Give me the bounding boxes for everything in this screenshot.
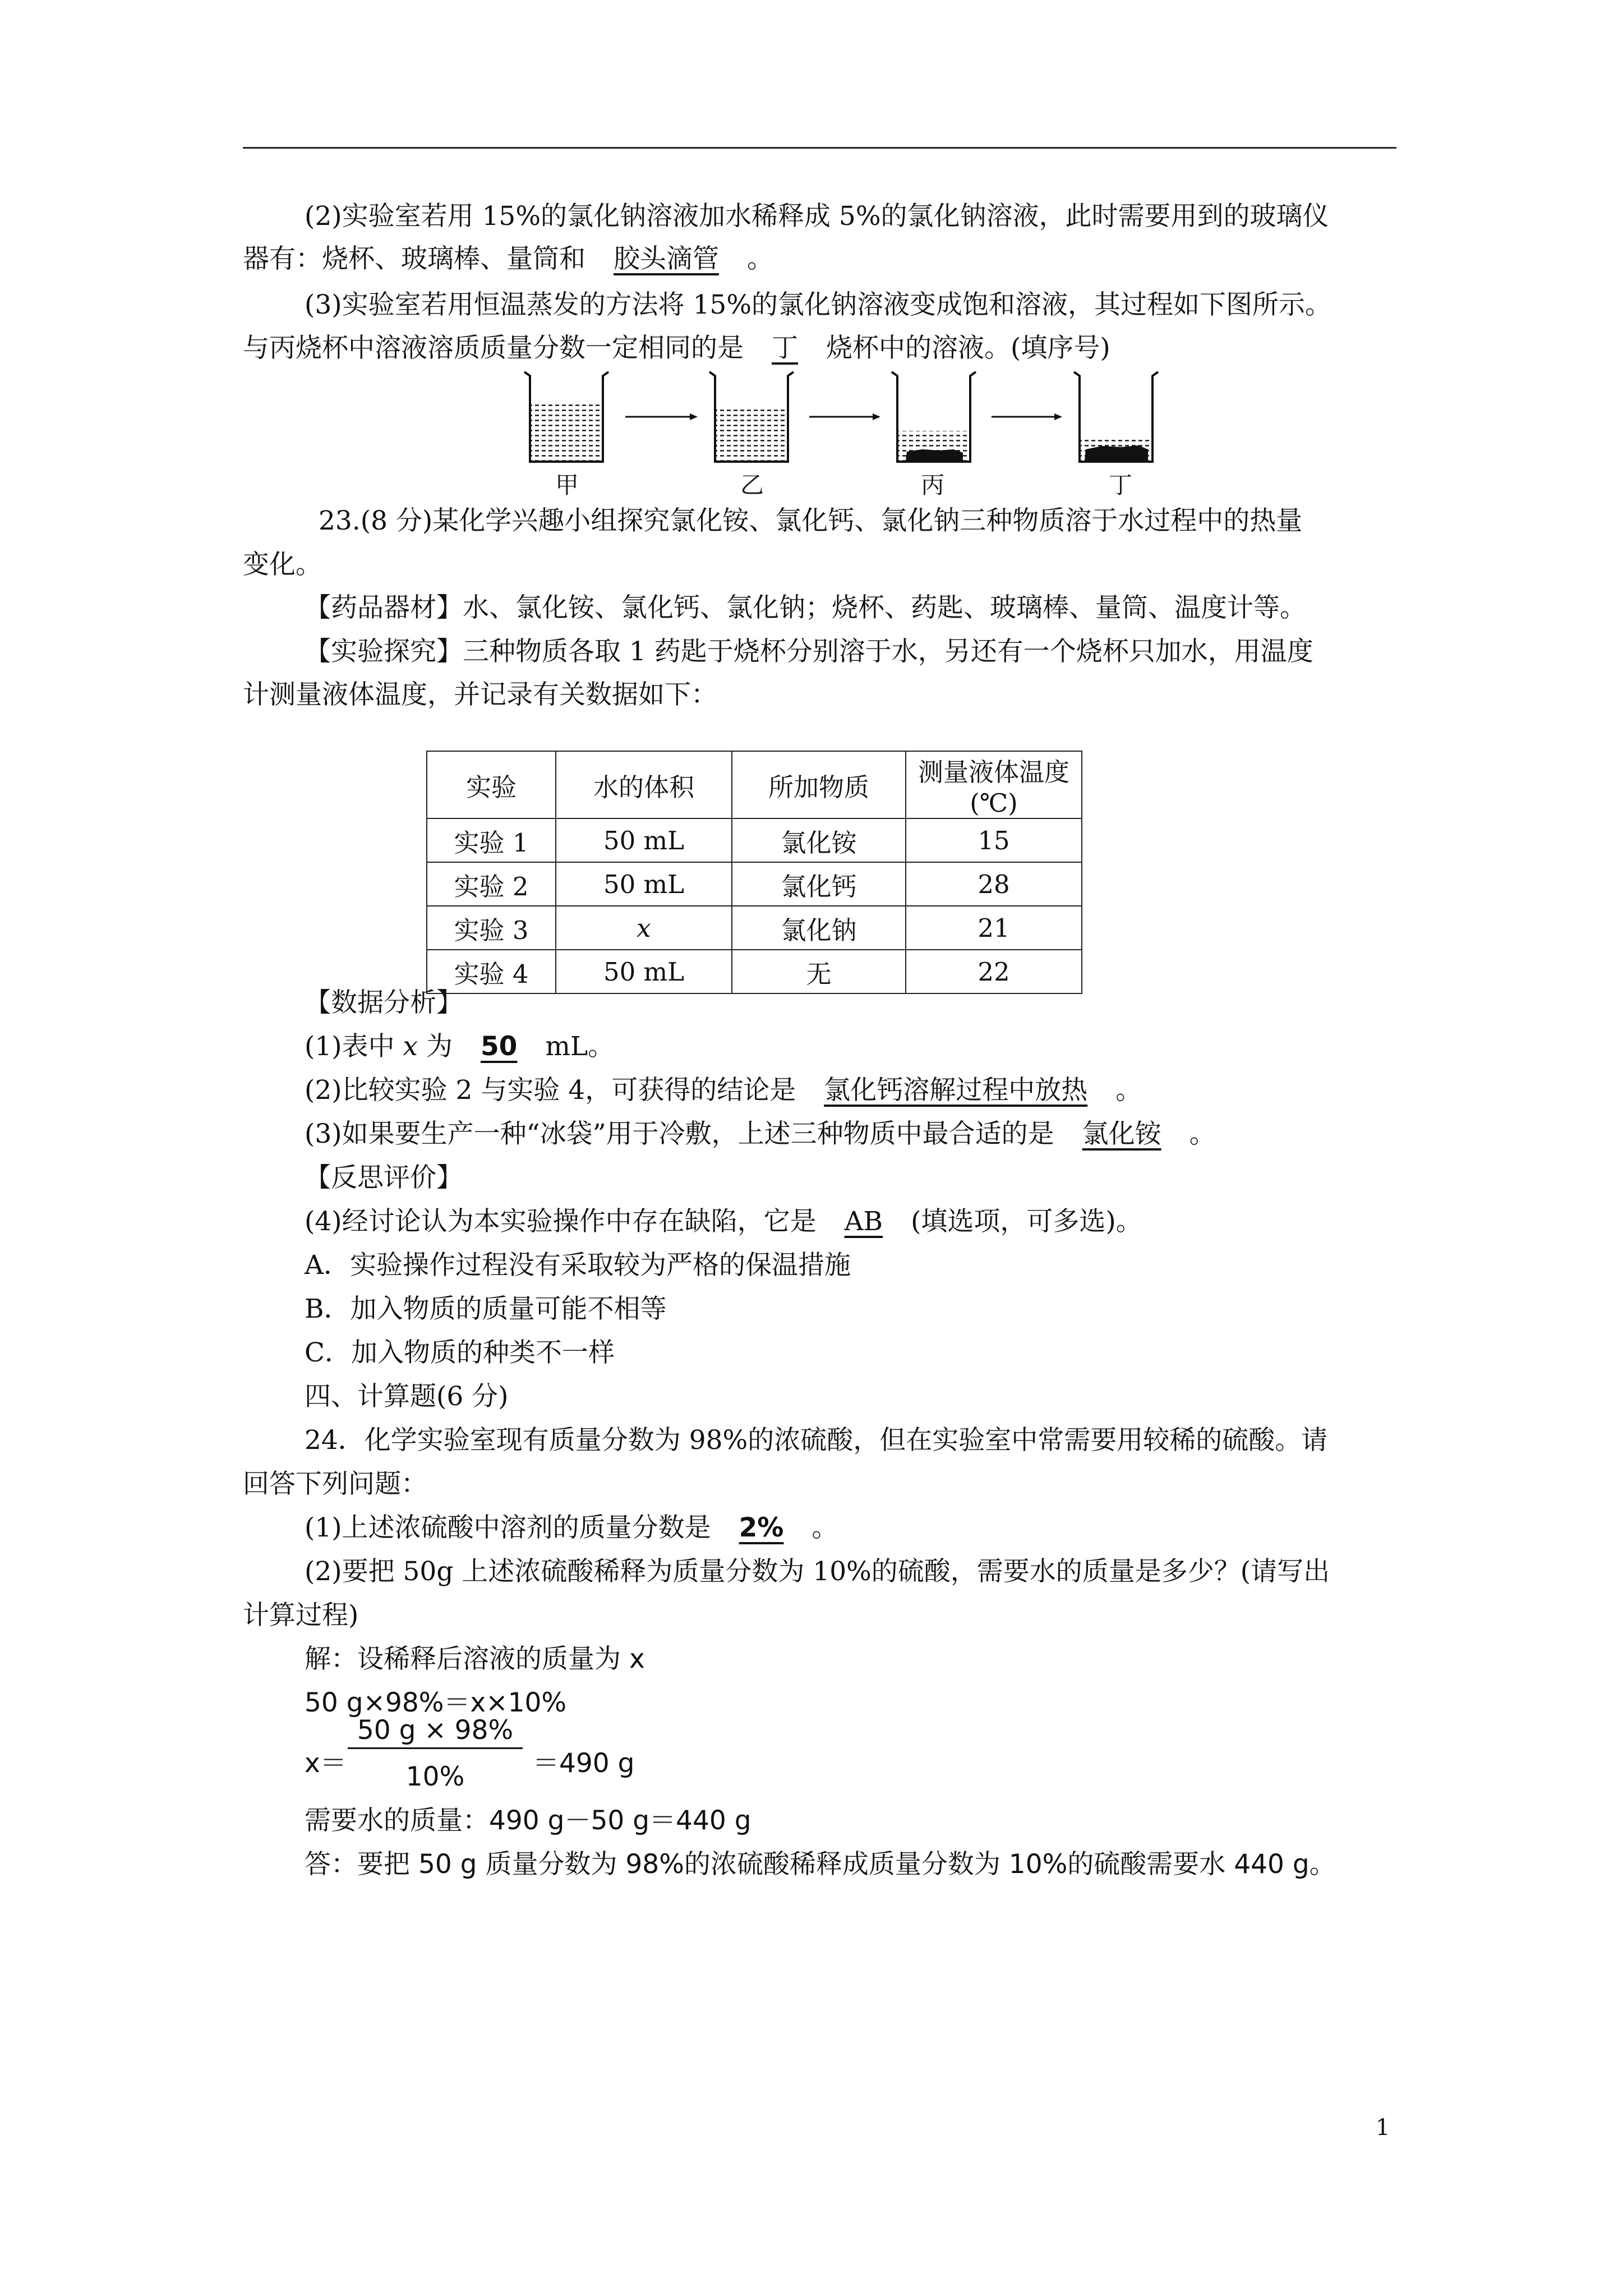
table-cell: 28 xyxy=(906,862,1082,906)
evaporation-beaker-diagram xyxy=(522,367,1166,468)
q23-part3: (3)如果要生产一种“冰袋”用于冷敷，上述三种物质中最合适的是 氯化铵 。 xyxy=(305,1119,1216,1149)
table-row xyxy=(427,906,1082,950)
answer-blank: 2% xyxy=(739,1512,784,1543)
q23-intro-line1: 23.(8 分)某化学兴趣小组探究氯化铵、氯化钙、氯化钠三种物质溶于水过程中的热量 xyxy=(319,505,1303,536)
table-row xyxy=(427,818,1082,862)
q24-intro-line2: 回答下列问题： xyxy=(243,1469,427,1499)
q23-part2: (2)比较实验 2 与实验 4，可获得的结论是 氯化钙溶解过程中放热 。 xyxy=(305,1075,1142,1106)
header-rule xyxy=(243,147,1396,149)
solution-line4: 需要水的质量：490 g－50 g＝440 g xyxy=(305,1805,751,1836)
q22-part2-line2: 器有：烧杯、玻璃棒、量筒和 胶头滴管 。 xyxy=(243,243,773,274)
fraction-numerator: 50 g × 98% xyxy=(357,1715,514,1746)
table-header-cell: 所加物质 xyxy=(732,751,906,818)
answer-blank: 50 xyxy=(480,1031,518,1062)
answer-blank: 胶头滴管 xyxy=(614,243,719,274)
table-cell: 实验 4 xyxy=(427,950,556,993)
q23-explore-line1: 【实验探究】三种物质各取 1 药匙于烧杯分别溶于水，另还有一个烧杯只加水，用温度 xyxy=(305,636,1313,667)
table-cell: 氯化钙 xyxy=(732,862,906,906)
fraction-denominator: 10% xyxy=(405,1761,465,1792)
beaker-label-jia: 甲 xyxy=(555,471,579,499)
option-c: C．加入物质的种类不一样 xyxy=(305,1337,615,1368)
table-cell: 21 xyxy=(906,906,1082,950)
section-heading: 四、计算题(6 分) xyxy=(305,1381,509,1412)
solution-fraction-rhs: ＝490 g xyxy=(533,1748,635,1779)
beaker-yi-icon xyxy=(709,372,794,462)
q22-part3-line2: 与丙烧杯中溶液溶质质量分数一定相同的是 丁 烧杯中的溶液。(填序号) xyxy=(243,333,1110,364)
table-cell: 实验 3 xyxy=(427,906,556,950)
q23-part4: (4)经讨论认为本实验操作中存在缺陷，它是 AB (填选项，可多选)。 xyxy=(305,1206,1142,1237)
reflection-heading: 【反思评价】 xyxy=(305,1162,463,1193)
data-table xyxy=(426,751,1082,994)
beaker-label-bing: 丙 xyxy=(921,471,945,499)
answer-blank: 丁 xyxy=(772,333,798,364)
beaker-ding-icon xyxy=(1074,372,1158,462)
table-cell: x xyxy=(556,906,732,950)
q24-intro-line1: 24．化学实验室现有质量分数为 98%的浓硫酸，但在实验室中常需要用较稀的硫酸。请 xyxy=(305,1425,1328,1456)
table-row xyxy=(427,862,1082,906)
q24-part1: (1)上述浓硫酸中溶剂的质量分数是 2% 。 xyxy=(305,1512,838,1543)
option-a: A．实验操作过程没有采取较为严格的保温措施 xyxy=(305,1250,851,1281)
table-cell: 氯化钠 xyxy=(732,906,906,950)
q23-intro-line2: 变化。 xyxy=(243,549,322,580)
option-b: B．加入物质的质量可能不相等 xyxy=(305,1294,667,1324)
answer-blank: 氯化铵 xyxy=(1082,1119,1161,1149)
solution-line2: 50 g×98%＝x×10% xyxy=(305,1687,567,1718)
q23-part1: (1)表中 x 为 50 mL。 xyxy=(305,1031,615,1062)
table-cell: 50 mL xyxy=(556,818,732,862)
q24-part2-line2: 计算过程) xyxy=(243,1600,359,1631)
data-analysis-heading: 【数据分析】 xyxy=(305,987,463,1018)
table-header-row xyxy=(427,751,1082,818)
answer-blank: 氯化钙溶解过程中放热 xyxy=(824,1075,1088,1106)
solution-line1: 解：设稀释后溶液的质量为 x xyxy=(305,1644,645,1674)
table-cell: 氯化铵 xyxy=(732,818,906,862)
table-cell: 实验 1 xyxy=(427,818,556,862)
q22-part2-line1: (2)实验室若用 15%的氯化钠溶液加水稀释成 5%的氯化钠溶液，此时需要用到的玻璃仪 xyxy=(305,201,1329,232)
beaker-label-ding: 丁 xyxy=(1109,471,1133,499)
beaker-bing-icon xyxy=(892,372,976,462)
q24-part2-line1: (2)要把 50g 上述浓硫酸稀释为质量分数为 10%的硫酸，需要水的质量是多少？(请写出 xyxy=(305,1556,1330,1587)
table-cell: 15 xyxy=(906,818,1082,862)
solution-fraction-lhs: x＝ xyxy=(305,1748,347,1779)
table-header-cell: 测量液体温度(℃) xyxy=(906,751,1082,818)
q23-materials: 【药品器材】水、氯化铵、氯化钙、氯化钠；烧杯、药匙、玻璃棒、量筒、温度计等。 xyxy=(305,592,1306,623)
table-header-cell: 水的体积 xyxy=(556,751,732,818)
table-cell: 实验 2 xyxy=(427,862,556,906)
table-cell: 22 xyxy=(906,950,1082,993)
table-cell: 50 mL xyxy=(556,862,732,906)
table-row xyxy=(427,950,1082,993)
page-number: 1 xyxy=(1376,2115,1390,2141)
answer-blank: AB xyxy=(844,1206,883,1237)
table-cell: 50 mL xyxy=(556,950,732,993)
q23-explore-line2: 计测量液体温度，并记录有关数据如下： xyxy=(243,679,717,710)
table-cell: 无 xyxy=(732,950,906,993)
beaker-label-yi: 乙 xyxy=(740,471,764,499)
q22-part3-line1: (3)实验室若用恒温蒸发的方法将 15%的氯化钠溶液变成饱和溶液，其过程如下图所示。 xyxy=(305,289,1331,320)
fraction-bar xyxy=(348,1747,523,1749)
answer-line: 答：要把 50 g 质量分数为 98%的浓硫酸稀释成质量分数为 10%的硫酸需要水 440 g。 xyxy=(305,1849,1336,1880)
table-header-cell: 实验 xyxy=(427,751,556,818)
beaker-jia-icon xyxy=(524,372,608,462)
